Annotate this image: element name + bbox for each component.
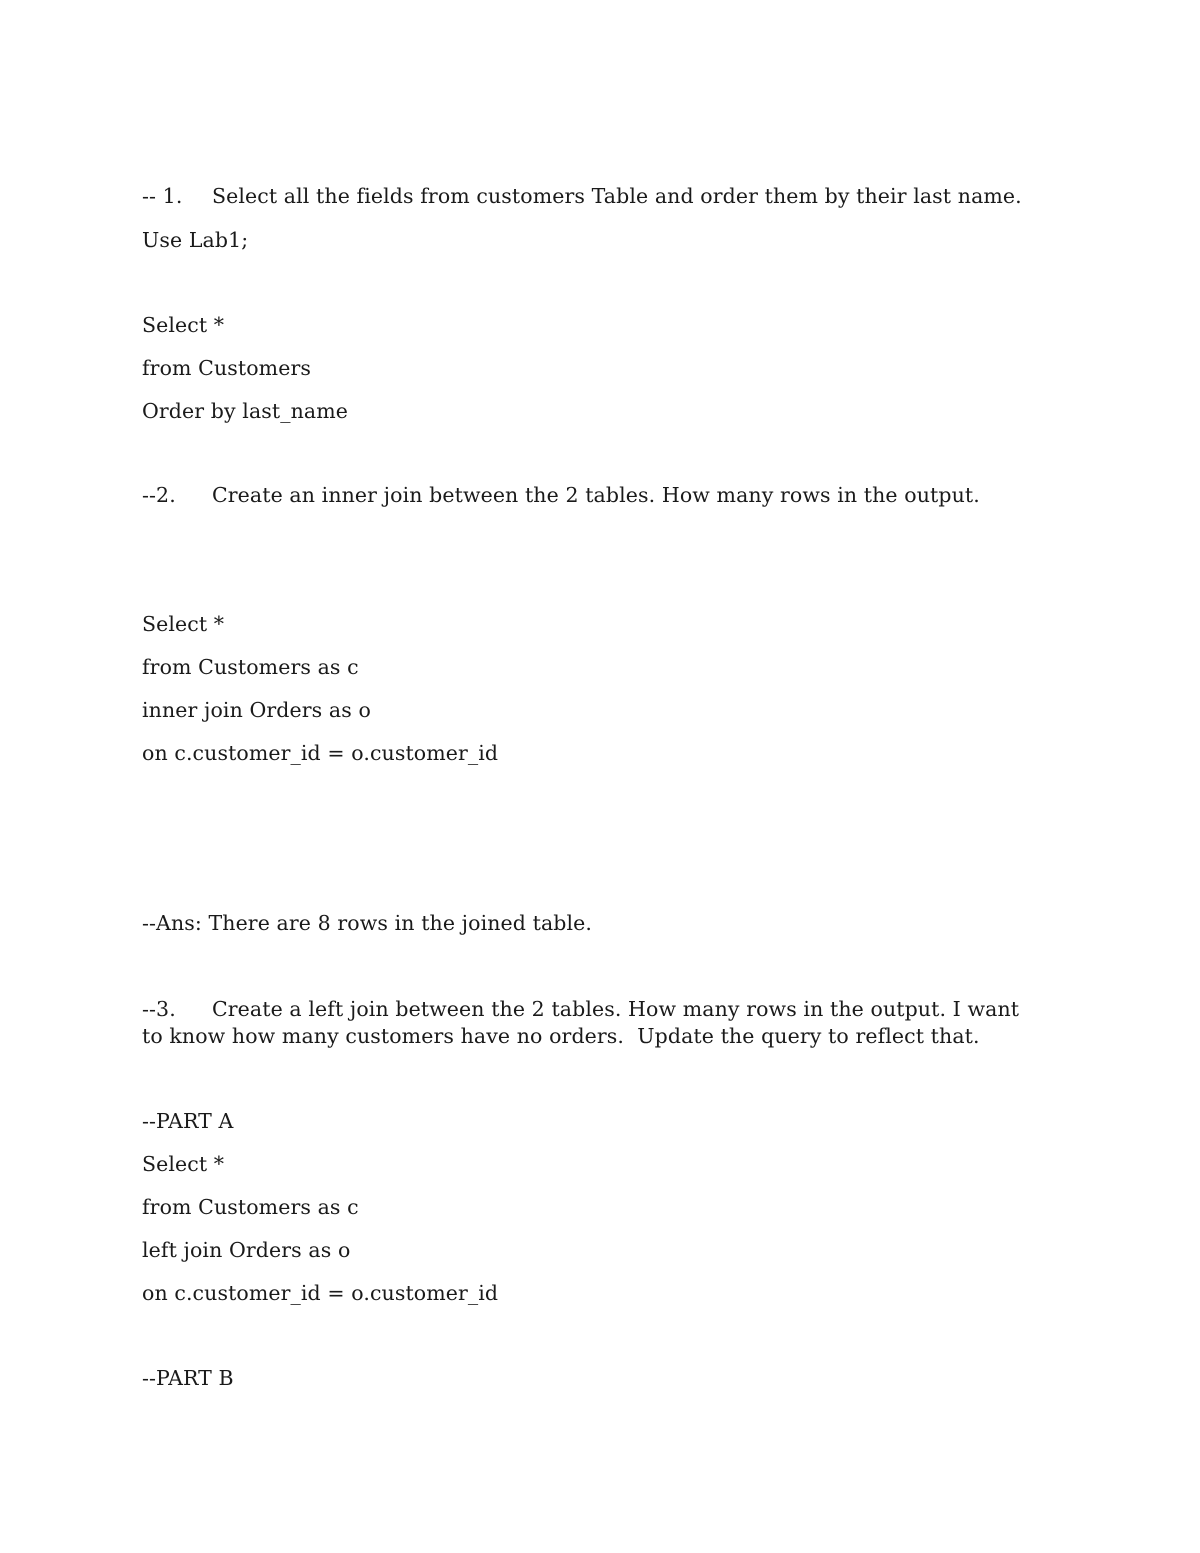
q2-answer: --Ans: There are 8 rows in the joined table. [142, 911, 592, 935]
question-2-text: Create an inner join between the 2 tables. How many rows in the output. [212, 483, 980, 507]
question-1 [142, 183, 1022, 209]
q2-select-clause: Select * [142, 612, 225, 636]
q2-on-clause: on c.customer_id = o.customer_id [142, 741, 499, 765]
question-3-number: --3. [142, 997, 176, 1021]
q2-join-clause: inner join Orders as o [142, 698, 371, 722]
question-1-text: Select all the fields from customers Table and order them by their last name. [212, 184, 1022, 208]
q1-select-clause: Select * [142, 313, 225, 337]
question-2-number: --2. [142, 483, 176, 507]
question-2 [142, 482, 980, 508]
q2-from-clause: from Customers as c [142, 655, 359, 679]
part-b-label: --PART B [142, 1366, 234, 1390]
q1-order-clause: Order by last_name [142, 399, 348, 423]
part-a-from-clause: from Customers as c [142, 1195, 359, 1219]
question-3-text-line2: to know how many customers have no orders. Update the query to reflect that. [142, 1024, 980, 1048]
part-a-on-clause: on c.customer_id = o.customer_id [142, 1281, 499, 1305]
question-3-text-line1: Create a left join between the 2 tables. How many rows in the output. I want [212, 997, 1020, 1021]
q1-use-statement: Use Lab1; [142, 228, 249, 252]
question-3 [142, 996, 1019, 1022]
part-a-label: --PART A [142, 1109, 234, 1133]
q1-from-clause: from Customers [142, 356, 311, 380]
part-a-select-clause: Select * [142, 1152, 225, 1176]
question-1-number: -- 1. [142, 184, 183, 208]
part-a-join-clause: left join Orders as o [142, 1238, 351, 1262]
